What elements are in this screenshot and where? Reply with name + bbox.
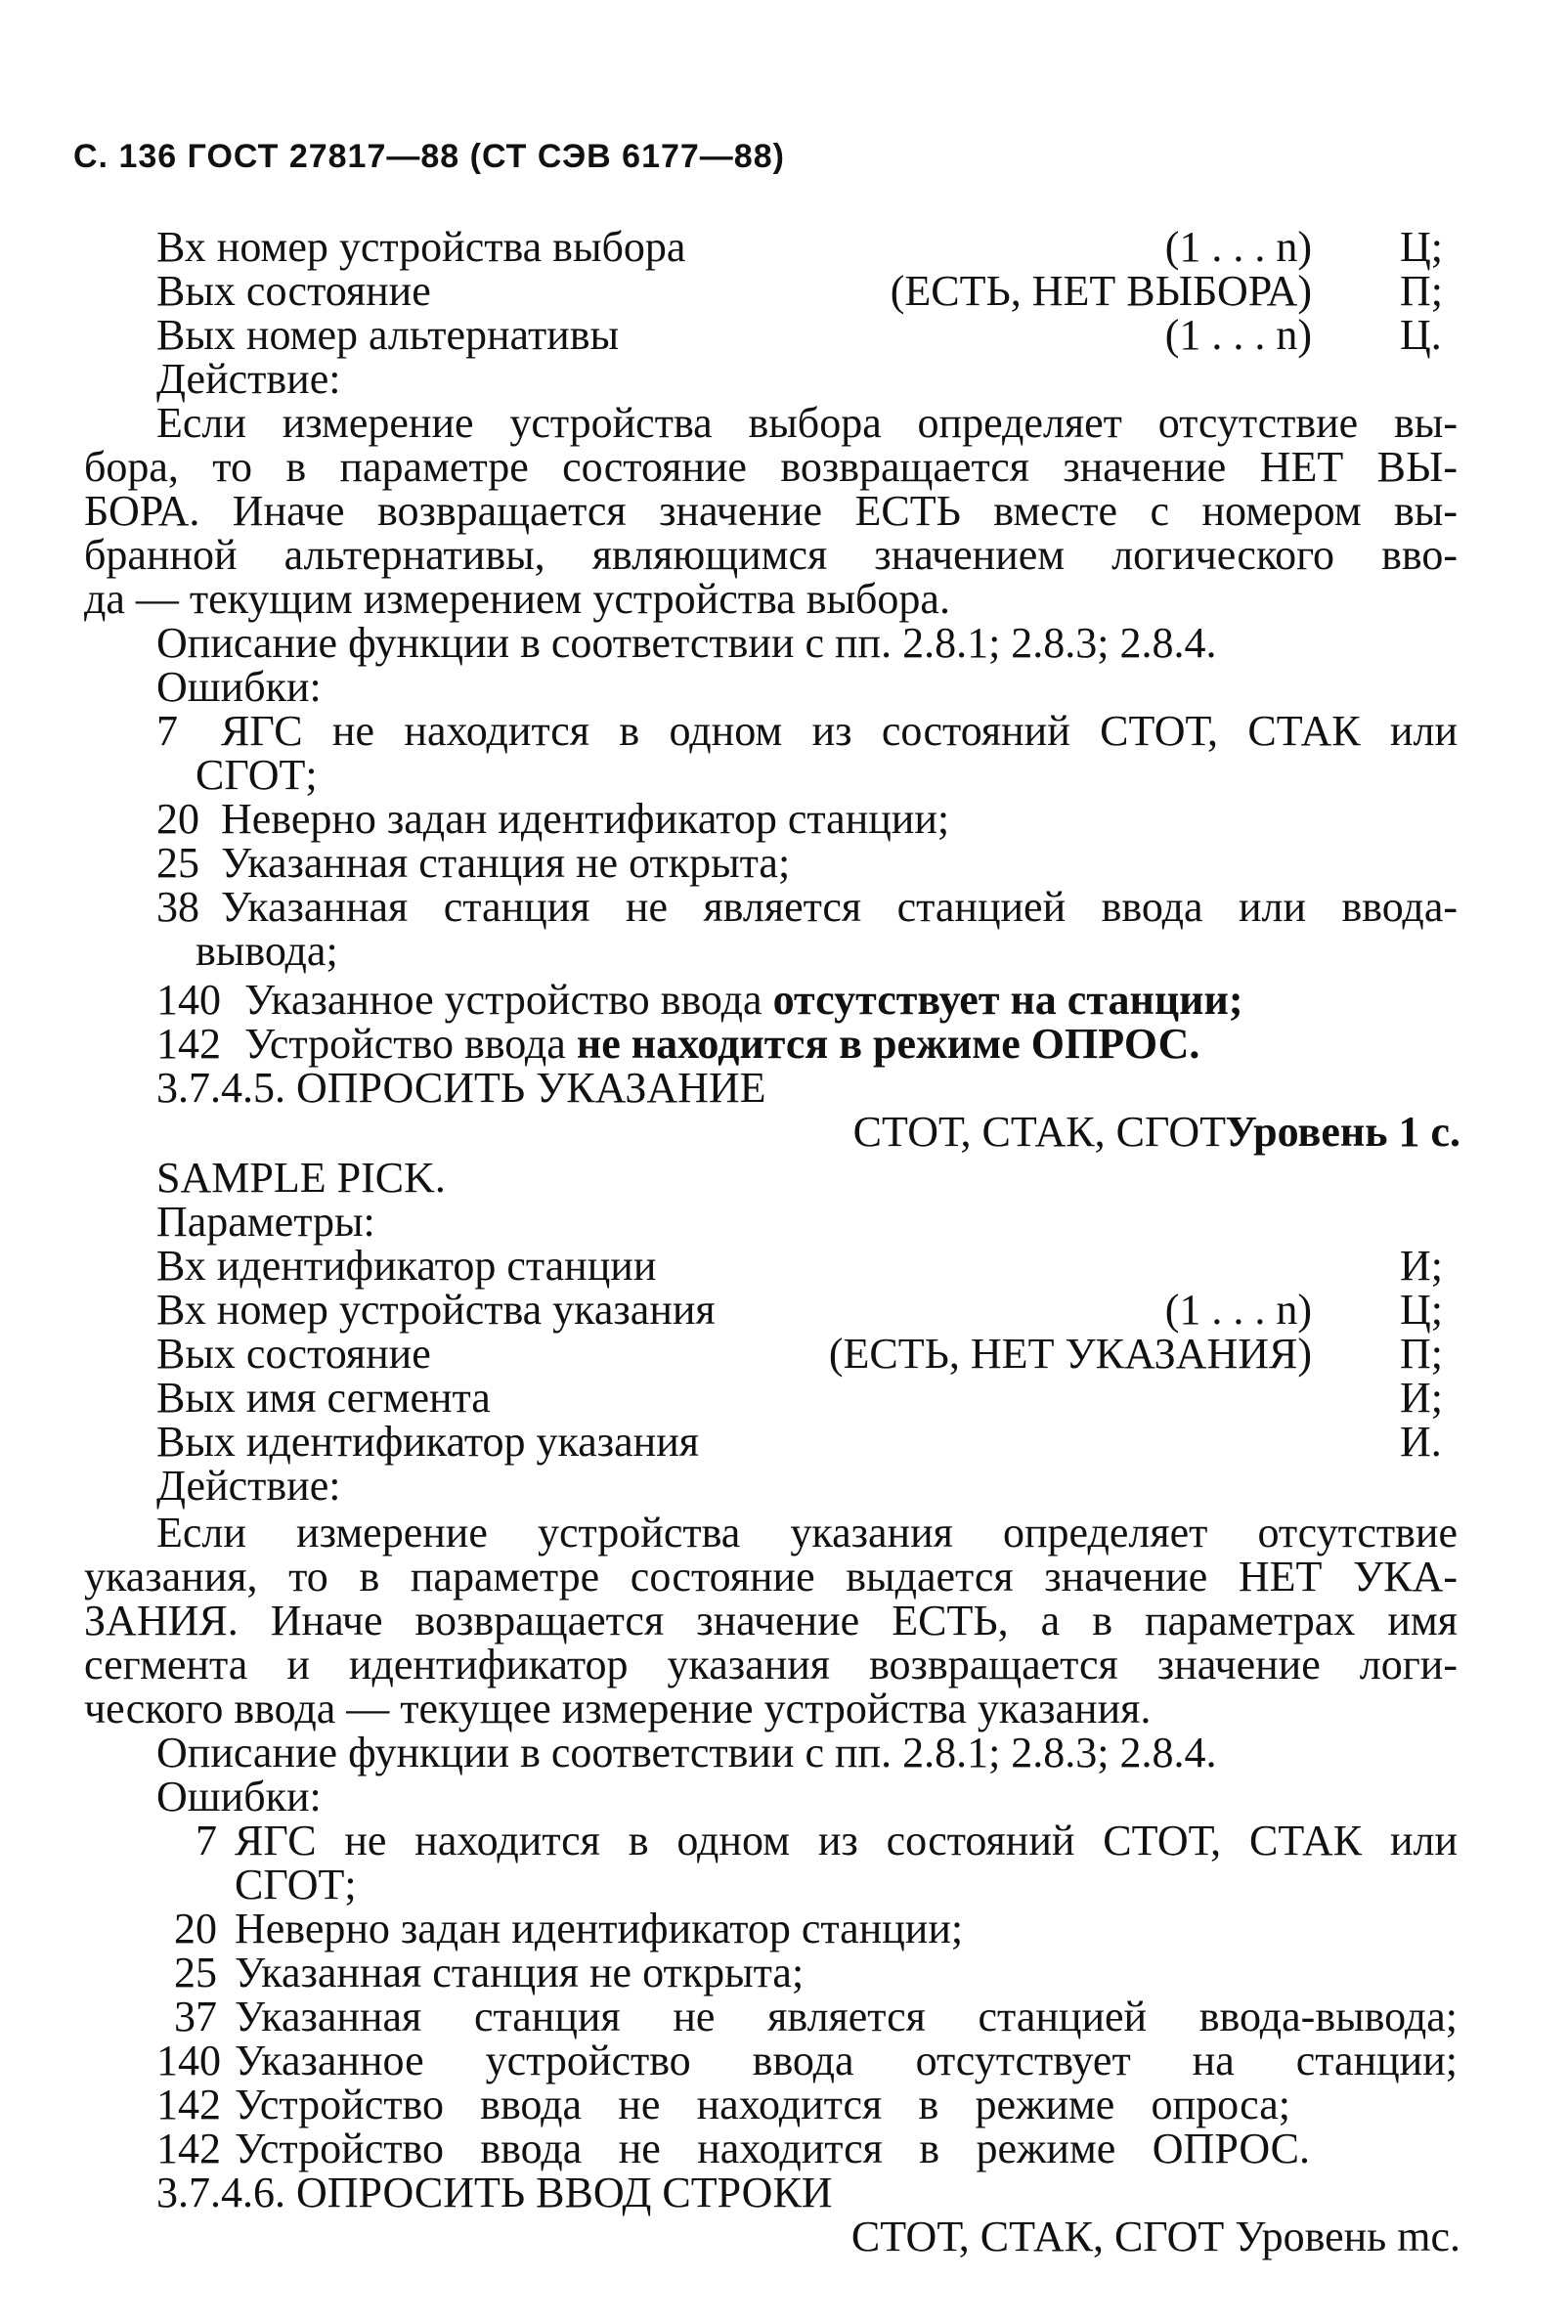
function-name: SAMPLE PICK. bbox=[156, 1154, 446, 1202]
action-text: Если измерение устройства выбора определяет отсутствие вы- bbox=[156, 399, 1458, 447]
param-row bbox=[0, 1332, 1568, 1377]
param-row bbox=[0, 269, 1568, 314]
param-name: Вх номер устройства выбора bbox=[156, 223, 686, 271]
function-description: Описание функции в соответствии с пп. 2.8.1; 2.8.3; 2.8.4. bbox=[156, 1729, 1217, 1776]
section-states-level: СТОТ, СТАК, СГОТ Уровень mc. bbox=[850, 2213, 1460, 2260]
paragraph-line bbox=[0, 1599, 1568, 1644]
error-text: Неверно задан идентификатор станции; bbox=[221, 795, 950, 843]
error-row-continuation bbox=[0, 753, 1568, 798]
errors-label: Ошибки: bbox=[156, 663, 322, 711]
error-row bbox=[0, 709, 1568, 754]
error-row bbox=[0, 797, 1568, 842]
error-text: ЯГС не находится в одном из состояний СТОТ, СТАК или bbox=[235, 1817, 1458, 1864]
section-states: СТОТ, СТАК, СГОТ bbox=[852, 1108, 1226, 1156]
error-text: ЯГС не находится в одном из состояний СТОТ, СТАК или bbox=[221, 707, 1458, 755]
action-label: Действие: bbox=[156, 355, 341, 403]
error-text: Указанная станция не открыта; bbox=[221, 839, 791, 887]
param-name: Вых номер альтернативы bbox=[156, 311, 620, 359]
param-row bbox=[0, 1288, 1568, 1333]
description-row bbox=[0, 1731, 1568, 1776]
param-range: (1 . . . n) bbox=[1164, 311, 1312, 359]
param-row bbox=[0, 225, 1568, 270]
error-text: вывода; bbox=[196, 927, 338, 975]
param-name: Вых идентификатор указания bbox=[156, 1418, 699, 1466]
param-type: Ц; bbox=[1400, 223, 1443, 271]
section-states-row bbox=[0, 1110, 1568, 1155]
section-level: Уровень 1 с. bbox=[1225, 1108, 1460, 1156]
param-type: П; bbox=[1400, 1330, 1443, 1378]
action-label-row bbox=[0, 1464, 1568, 1509]
error-text: Неверно задан идентификатор станции; bbox=[235, 1905, 964, 1952]
action-text: указания, то в параметре состояние выдается значение НЕТ УКА- bbox=[84, 1553, 1458, 1600]
error-number: 140 bbox=[156, 976, 221, 1024]
description-row bbox=[0, 621, 1568, 666]
param-name: Вх номер устройства указания bbox=[156, 1286, 716, 1334]
section-title: 3.7.4.6. ОПРОСИТЬ ВВОД СТРОКИ bbox=[156, 2169, 833, 2216]
error-number: 7 bbox=[196, 1817, 217, 1864]
error-text: СГОТ; bbox=[235, 1861, 357, 1908]
error-number: 142 bbox=[156, 1020, 221, 1068]
paragraph-line bbox=[0, 1555, 1568, 1600]
param-name: Вых состояние bbox=[156, 267, 431, 315]
error-row bbox=[0, 1819, 1568, 1864]
param-range: (ЕСТЬ, НЕТ УКАЗАНИЯ) bbox=[828, 1330, 1312, 1378]
error-row bbox=[0, 885, 1568, 930]
param-row bbox=[0, 1244, 1568, 1289]
errors-label-row bbox=[0, 1775, 1568, 1820]
error-row bbox=[0, 2083, 1568, 2127]
param-type: Ц. bbox=[1400, 311, 1442, 359]
paragraph-line bbox=[0, 1643, 1568, 1688]
action-text: ческого ввода — текущее измерение устройства указания. bbox=[84, 1685, 1152, 1732]
error-text: Указанная станция не открыта; bbox=[235, 1949, 805, 1996]
paragraph-line bbox=[0, 533, 1568, 578]
error-text bbox=[244, 1022, 1199, 1067]
param-type: Ц; bbox=[1400, 1286, 1443, 1334]
error-number: 25 bbox=[156, 839, 199, 887]
error-row bbox=[0, 978, 1568, 1023]
params-label-row bbox=[0, 1200, 1568, 1245]
error-row bbox=[0, 1907, 1568, 1951]
error-text: СГОТ; bbox=[196, 751, 318, 799]
param-range: (ЕСТЬ, НЕТ ВЫБОРА) bbox=[890, 267, 1312, 315]
error-number: 140 bbox=[156, 2037, 221, 2084]
errors-label: Ошибки: bbox=[156, 1773, 322, 1820]
error-row bbox=[0, 1995, 1568, 2039]
action-text: ЗАНИЯ. Иначе возвращается значение ЕСТЬ, а в параметрах имя bbox=[84, 1597, 1458, 1644]
page-header: С. 136 ГОСТ 27817—88 (СТ СЭВ 6177—88) bbox=[73, 138, 785, 175]
error-row bbox=[0, 2039, 1568, 2083]
error-number: 20 bbox=[174, 1905, 217, 1952]
error-text bbox=[244, 978, 1243, 1023]
error-text: Указанная станция не является станцией ввода или ввода- bbox=[221, 883, 1458, 931]
action-text: Если измерение устройства указания определяет отсутствие bbox=[156, 1509, 1458, 1557]
paragraph-line bbox=[0, 1687, 1568, 1732]
section-title-row bbox=[0, 2171, 1568, 2215]
error-number: 25 bbox=[174, 1949, 217, 1996]
function-description: Описание функции в соответствии с пп. 2.8.1; 2.8.3; 2.8.4. bbox=[156, 619, 1217, 667]
action-text: бранной альтернативы, являющимся значением логического вво- bbox=[84, 531, 1458, 579]
section-states-row bbox=[0, 2214, 1568, 2259]
paragraph-line bbox=[0, 401, 1568, 446]
error-number: 20 bbox=[156, 795, 199, 843]
errors-label-row bbox=[0, 665, 1568, 710]
section-title-row bbox=[0, 1066, 1568, 1111]
action-text: БОРА. Иначе возвращается значение ЕСТЬ вместе с номером вы- bbox=[84, 487, 1458, 535]
param-row bbox=[0, 1420, 1568, 1465]
paragraph-line bbox=[0, 489, 1568, 534]
error-text-normal: Указанное устройство ввода bbox=[244, 976, 762, 1024]
error-number: 7 bbox=[156, 707, 178, 755]
error-text: Устройство ввода не находится в режиме опроса; bbox=[235, 2081, 1290, 2128]
paragraph-line bbox=[0, 577, 1568, 622]
action-label-row bbox=[0, 357, 1568, 402]
param-name: Вх идентификатор станции bbox=[156, 1242, 657, 1290]
params-label: Параметры: bbox=[156, 1198, 375, 1246]
section-name-row bbox=[0, 1156, 1568, 1201]
param-name: Вых имя сегмента bbox=[156, 1374, 491, 1422]
error-row bbox=[0, 2127, 1568, 2171]
error-row-continuation bbox=[0, 929, 1568, 974]
error-text: Указанное устройство ввода отсутствует на станции; bbox=[235, 2037, 1458, 2084]
error-number: 142 bbox=[156, 2125, 221, 2172]
error-row bbox=[0, 841, 1568, 886]
error-number: 38 bbox=[156, 883, 199, 931]
error-number: 142 bbox=[156, 2081, 221, 2128]
action-text: да — текущим измерением устройства выбора. bbox=[84, 575, 950, 623]
param-row bbox=[0, 313, 1568, 358]
error-text-normal: Устройство ввода bbox=[244, 1020, 566, 1068]
paragraph-line bbox=[0, 1511, 1568, 1556]
error-text: Устройство ввода не находится в режиме ОПРОС. bbox=[235, 2125, 1310, 2172]
action-text: сегмента и идентификатор указания возвращается значение логи- bbox=[84, 1641, 1458, 1688]
action-text: бора, то в параметре состояние возвращается значение НЕТ ВЫ- bbox=[84, 443, 1458, 491]
error-row bbox=[0, 1951, 1568, 1995]
param-range: (1 . . . n) bbox=[1164, 223, 1312, 271]
paragraph-line bbox=[0, 445, 1568, 490]
param-row bbox=[0, 1376, 1568, 1421]
action-label: Действие: bbox=[156, 1462, 341, 1510]
error-text: Указанная станция не является станцией ввода-вывода; bbox=[235, 1993, 1458, 2040]
error-text-bold: отсутствует на станции; bbox=[772, 976, 1243, 1024]
param-range: (1 . . . n) bbox=[1164, 1286, 1312, 1334]
section-title: 3.7.4.5. ОПРОСИТЬ УКАЗАНИЕ bbox=[156, 1064, 766, 1112]
param-type: И; bbox=[1400, 1242, 1443, 1290]
error-text-bold: не находится в режиме ОПРОС. bbox=[576, 1020, 1200, 1068]
param-name: Вых состояние bbox=[156, 1330, 431, 1378]
param-type: П; bbox=[1400, 267, 1443, 315]
param-type: И; bbox=[1400, 1374, 1443, 1422]
error-row-continuation bbox=[0, 1863, 1568, 1907]
error-number: 37 bbox=[174, 1993, 217, 2040]
error-row bbox=[0, 1022, 1568, 1067]
param-type: И. bbox=[1400, 1418, 1442, 1466]
